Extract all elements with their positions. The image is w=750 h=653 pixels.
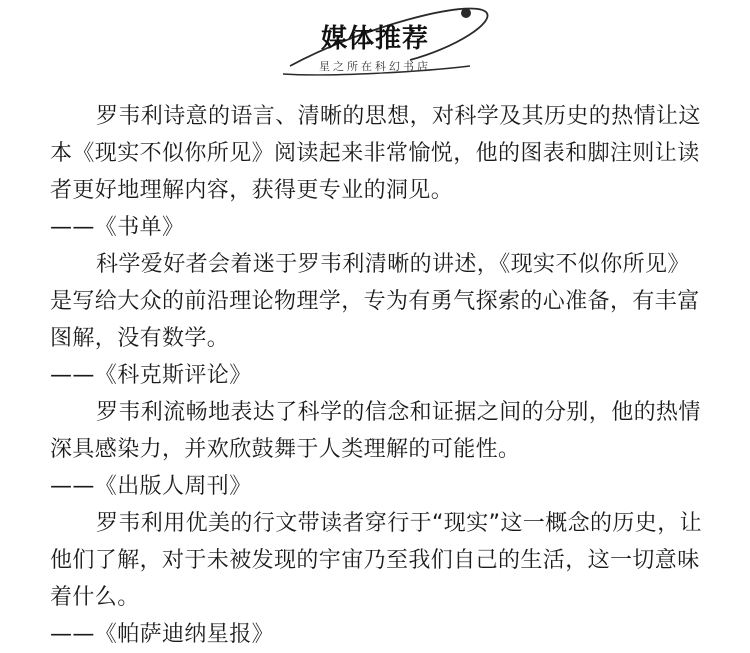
review-text: 罗韦利用优美的行文带读者穿行于“现实”这一概念的历史，让他们了解，对于未被发现的宇宙乃至我们自己的生活，这一切意味着什么。 — [50, 511, 702, 610]
review-text: 罗韦利流畅地表达了科学的信念和证据之间的分别，他的热情深具感染力，并欢欣鼓舞于人类理解的可能性。 — [50, 400, 701, 462]
review-text: 罗韦利诗意的语言、清晰的思想，对科学及其历史的热情让这本《现实不似你所见》阅读起来非常愉悦，他的图表和脚注则让读者更好地理解内容，获得更专业的洞见。 — [50, 104, 701, 203]
review-source: ——《科克斯评论》 — [50, 363, 252, 388]
reviews-list — [50, 98, 710, 653]
page-subtitle: 星之所在科幻书店 — [319, 60, 431, 73]
review-source: ——《出版人周刊》 — [50, 474, 252, 499]
planet-dot — [461, 8, 471, 18]
header — [0, 0, 750, 90]
review-text: 科学爱好者会着迷于罗韦利清晰的讲述，《现实不似你所见》是写给大众的前沿理论物理学，专为有勇气探索的心准备，有丰富图解，没有数学。 — [50, 252, 700, 351]
page-title: 媒体推荐 — [320, 24, 429, 54]
review-source: ——《帕萨迪纳星报》 — [50, 622, 275, 647]
review-source: ——《书单》 — [50, 215, 185, 240]
